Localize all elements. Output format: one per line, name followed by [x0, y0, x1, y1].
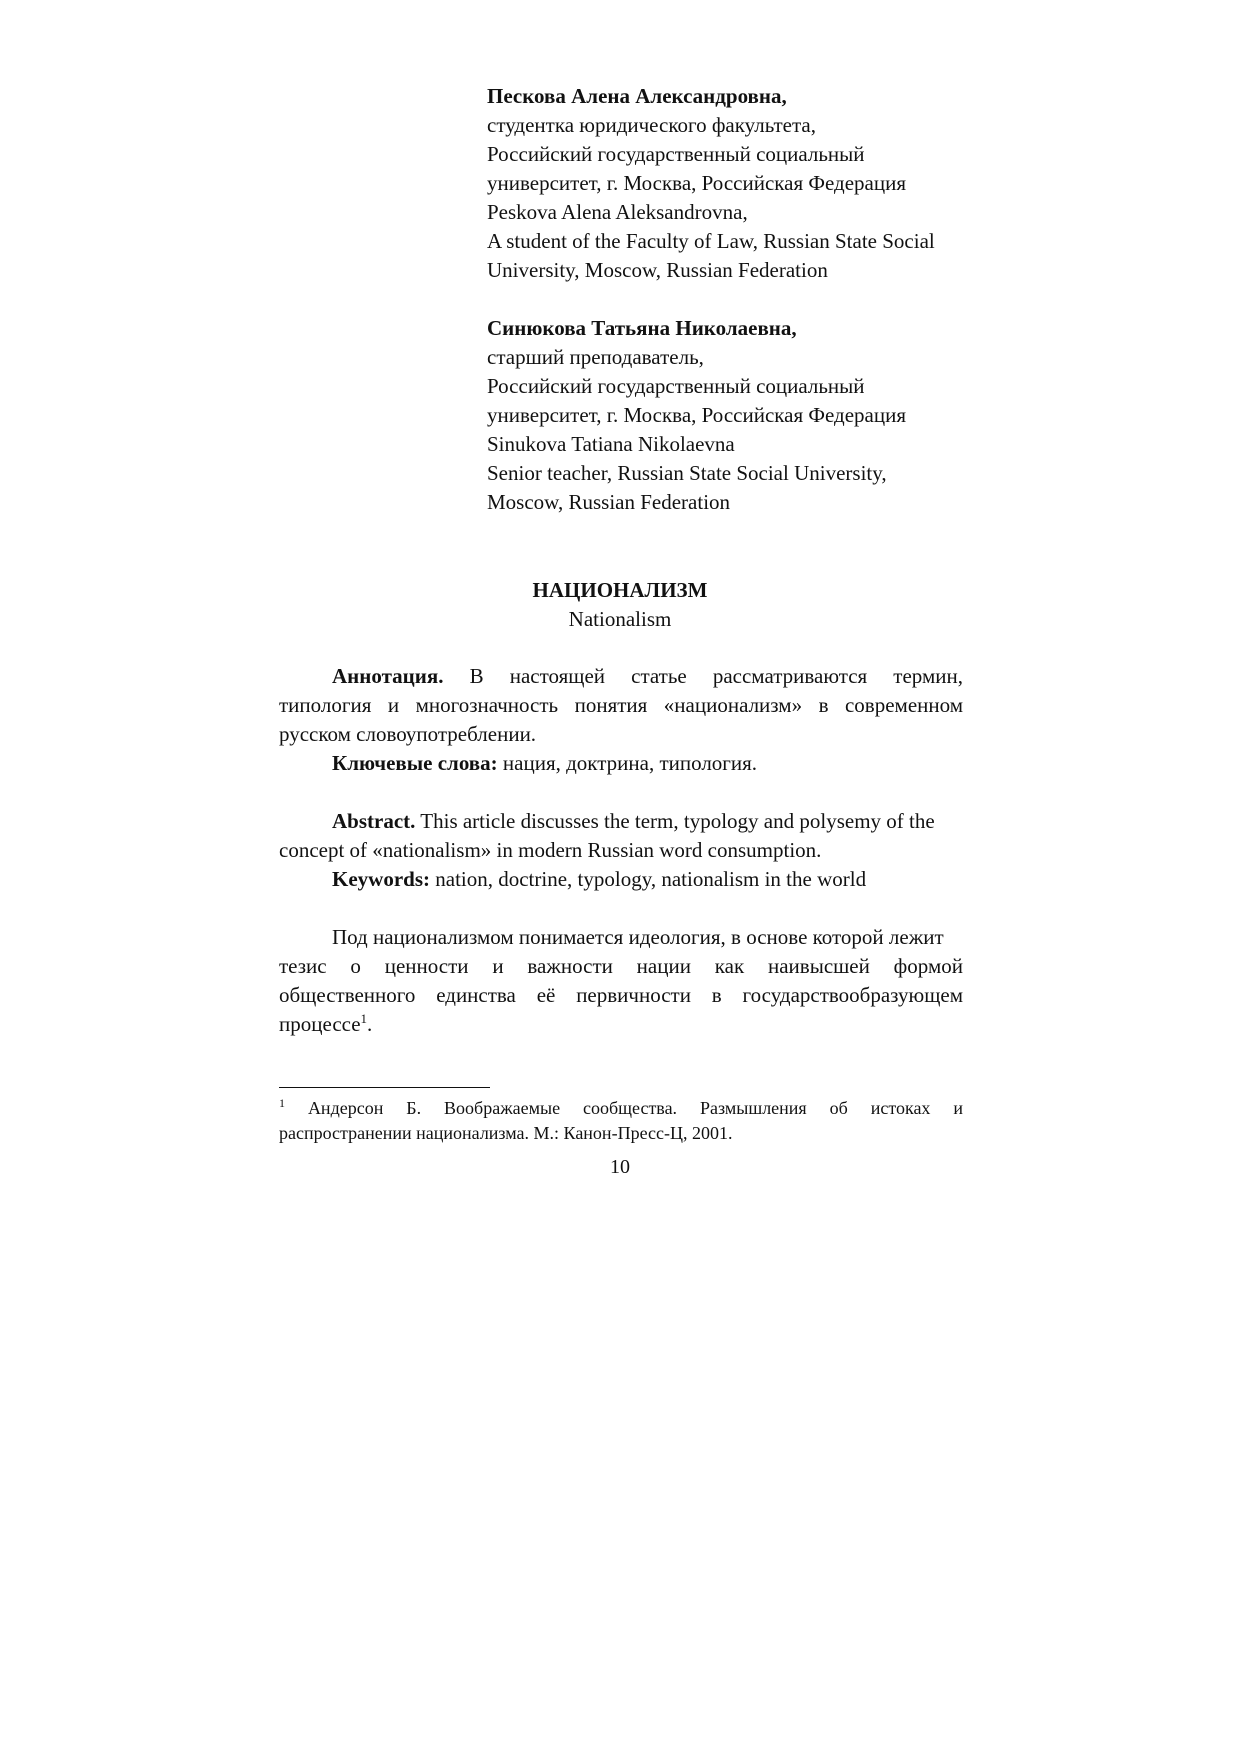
- author-affiliation-line: Moscow, Russian Federation: [487, 490, 731, 514]
- abstract-en-text: This article discusses the term, typology and polysemy of the: [420, 809, 935, 833]
- title-en: Nationalism: [568, 607, 672, 631]
- abstract-ru: [279, 662, 963, 778]
- keywords-en-label: Keywords:: [332, 867, 430, 891]
- page-number: 10: [610, 1156, 630, 1178]
- abstract-en: [279, 807, 963, 894]
- abstract-ru-line-1: [279, 662, 963, 691]
- footnote-line-1: [279, 1096, 963, 1121]
- article-title: [0, 576, 1240, 634]
- author-block-2: [487, 314, 967, 517]
- author-affiliation-line: Peskova Alena Aleksandrovna,: [487, 200, 748, 224]
- author-affiliation-line: студентка юридического факультета,: [487, 113, 816, 137]
- author-affiliation-line: университет, г. Москва, Российская Федерация: [487, 403, 906, 427]
- intro-line-2: тезис о ценности и важности нации как наивысшей формой: [279, 954, 963, 978]
- abstract-ru-label: Аннотация.: [332, 664, 444, 688]
- abstract-en-line-1: [279, 807, 963, 836]
- abstract-en-label: Abstract.: [332, 809, 416, 833]
- keywords-ru-label: Ключевые слова:: [332, 751, 498, 775]
- keywords-ru: [279, 749, 963, 778]
- author-block-1: [487, 82, 967, 285]
- author-affiliation-line: Российский государственный социальный: [487, 374, 865, 398]
- intro-line-4-text: процессе: [279, 1012, 361, 1036]
- intro-line-1: Под национализмом понимается идеология, в основе которой лежит: [332, 925, 944, 949]
- footnote-text: Андерсон Б. Воображаемые сообщества. Размышления об истоках и: [307, 1098, 963, 1118]
- footnote: [279, 1096, 963, 1146]
- keywords-en-text: nation, doctrine, typology, nationalism in the world: [435, 867, 867, 891]
- intro-line-4-end: .: [367, 1012, 373, 1036]
- abstract-en-line-2: concept of «nationalism» in modern Russian word consumption.: [279, 838, 822, 862]
- author-affiliation-line: Российский государственный социальный: [487, 142, 865, 166]
- footnote-divider: [279, 1087, 490, 1088]
- intro-paragraph: [279, 923, 963, 1039]
- author-affiliation-line: University, Moscow, Russian Federation: [487, 258, 828, 282]
- abstract-ru-line-3: русском словоупотреблении.: [279, 722, 537, 746]
- keywords-ru-text: нация, доктрина, типология.: [502, 751, 758, 775]
- footnote-line-2: распространении национализма. М.: Канон-Пресс-Ц, 2001.: [279, 1123, 733, 1143]
- footnote-reference[interactable]: 1: [360, 1011, 368, 1026]
- intro-line-3: общественного единства её первичности в государствообразующем: [279, 983, 963, 1007]
- author-name: Пескова Алена Александровна,: [487, 84, 787, 108]
- author-affiliation-line: старший преподаватель,: [487, 345, 704, 369]
- author-name: Синюкова Татьяна Николаевна,: [487, 316, 797, 340]
- footnote-marker: 1: [279, 1096, 285, 1110]
- author-affiliation-line: A student of the Faculty of Law, Russian State Social: [487, 229, 935, 253]
- intro-line-4: [279, 1010, 963, 1039]
- keywords-en: [279, 865, 963, 894]
- title-ru: НАЦИОНАЛИЗМ: [532, 578, 708, 602]
- abstract-ru-line-2: типология и многозначность понятия «национализм» в современном: [279, 693, 963, 717]
- author-affiliation-line: Sinukova Tatiana Nikolaevna: [487, 432, 735, 456]
- abstract-ru-text: В настоящей статье рассматриваются термин,: [469, 664, 964, 688]
- author-affiliation-line: университет, г. Москва, Российская Федерация: [487, 171, 906, 195]
- author-affiliation-line: Senior teacher, Russian State Social University,: [487, 461, 887, 485]
